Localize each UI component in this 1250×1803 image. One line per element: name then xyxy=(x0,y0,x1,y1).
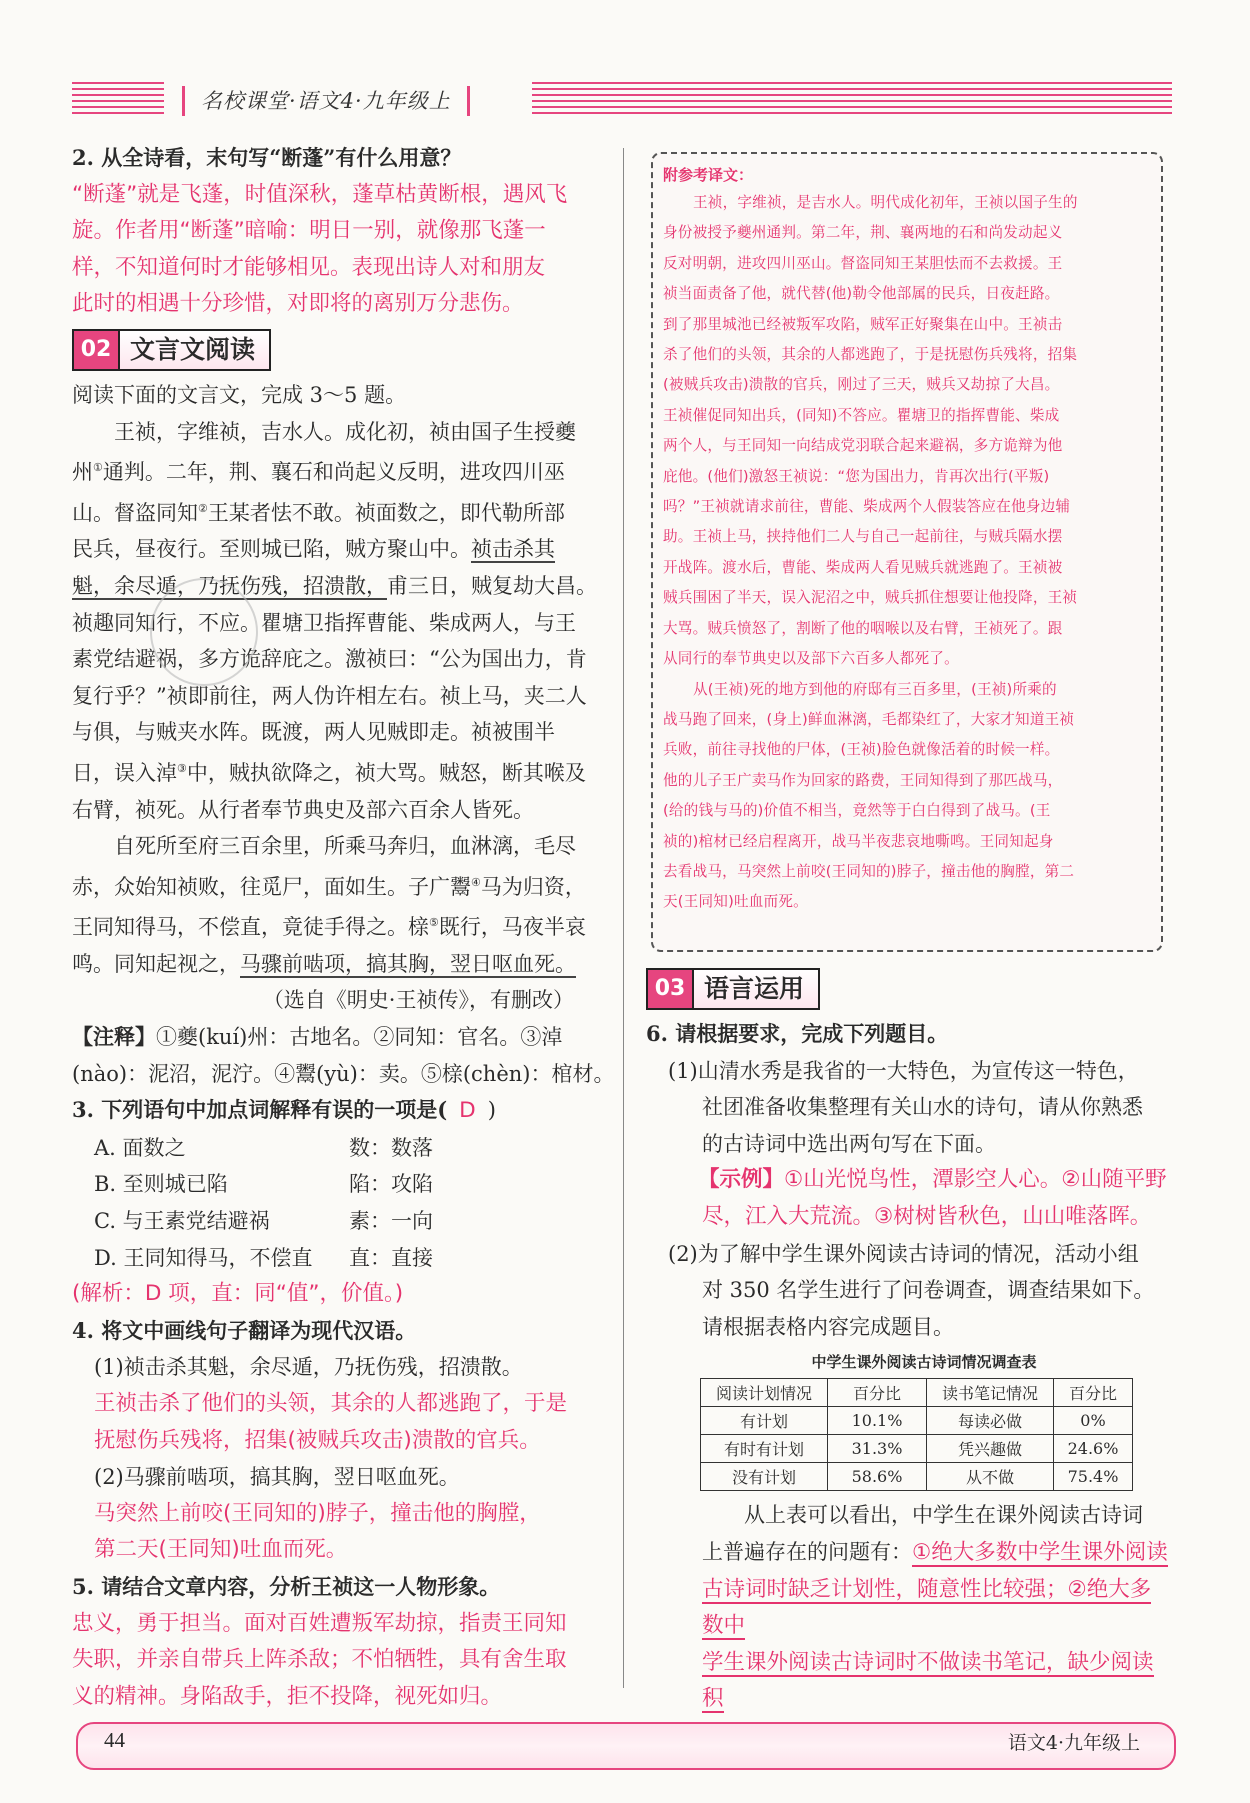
reference-line: 他的儿子王广卖马作为回家的路费，王同知得到了那匹战马， xyxy=(663,771,1063,789)
reference-line: (给的钱与马的)价值不相当，竟然等于白白得到了战马。(王 xyxy=(663,802,1051,820)
q2-answer-line: 样，不知道何时才能够相见。表现出诗人对和朋友 xyxy=(72,254,546,280)
reference-line: 两个人，与王同知一向结成党羽联合起来避祸，多方诡辩为他 xyxy=(663,437,1063,455)
q6-part1-answer: 【示例】①山光悦鸟性，潭影空人心。②山随平野 xyxy=(698,1167,1167,1193)
left-column xyxy=(72,140,615,1715)
classical-passage xyxy=(72,414,604,1020)
q6-question: 6. 请根据要求，完成下列题目。 xyxy=(646,1021,949,1046)
reference-line: 兵败，前往寻找他的尸体，(王祯)脸色就像活着的时候一样。 xyxy=(663,741,1060,759)
reference-line: 贼兵围困了半天，误入泥沼之中，贼兵抓住想要让他投降，王祯 xyxy=(663,589,1078,607)
passage-line: 日，误入淖③中，贼执欲降之，祯大骂。贼怒，断其喉及 xyxy=(72,760,586,785)
section-title: 文言文阅读 xyxy=(120,329,271,371)
q2-answer-line: 旋。作者用“断蓬”暗喻：明日一别，就像那飞蓬一 xyxy=(72,218,546,244)
passage-line: 赤，众始知祯败，往觅尸，面如生。子广鬻④马为归资， xyxy=(72,874,586,899)
q2-answer-line: “断蓬”就是飞蓬，时值深秋，蓬草枯黄断根，遇风飞 xyxy=(72,181,568,207)
table-header-row xyxy=(701,1379,1133,1407)
q6-part2-text: 从上表可以看出，中学生在课外阅读古诗词 xyxy=(744,1503,1143,1528)
survey-table xyxy=(700,1378,1133,1491)
reference-line: 王祯催促同知出兵，(同知)不答应。瞿塘卫的指挥曹能、柴成 xyxy=(663,406,1060,424)
table-cell: 有计划 xyxy=(701,1407,828,1435)
q6-part2: 请根据表格内容完成题目。 xyxy=(702,1314,954,1339)
table-cell: 有时有计划 xyxy=(701,1435,828,1463)
table-cell: 每读必做 xyxy=(927,1407,1054,1435)
reference-line: 大骂。贼兵愤怒了，割断了他的咽喉以及右臂，王祯死了。跟 xyxy=(663,619,1063,637)
table-cell: 75.4% xyxy=(1054,1463,1133,1491)
q6-part1-answer: 尽，江入大荒流。③树树皆秋色，山山唯落晖。 xyxy=(702,1203,1152,1229)
underlined-sentence-1: 魁，余尽遁，乃抚伤残，招溃散， xyxy=(72,573,387,598)
reference-line: 吗？”王祯就请求前往，曹能、柴成两个人假装答应在他身边辅 xyxy=(663,498,1071,516)
table-row xyxy=(701,1463,1133,1491)
q6-part2-text: 上普遍存在的问题有：①绝大多数中学生课外阅读 xyxy=(702,1539,1168,1565)
reference-line: 从同行的奉节典史以及部下六百多人都死了。 xyxy=(663,650,959,668)
reference-translation-box xyxy=(651,152,1163,952)
table-cell: 没有计划 xyxy=(701,1463,828,1491)
q6-part1: 社团准备收集整理有关山水的诗句，请从你熟悉 xyxy=(702,1095,1143,1120)
right-column-lower xyxy=(646,968,1172,1755)
passage-line: 王同知得马，不偿直，竟徒手得之。榇⑤既行，马夜半哀 xyxy=(72,915,586,940)
section-number: 03 xyxy=(646,968,694,1010)
passage-line: 山。督盗同知②王某者怯不敢。祯面数之，即代勒所部 xyxy=(72,500,565,525)
q6-part2-answer: 学生课外阅读古诗词时不做读书笔记，缺少阅读积 xyxy=(702,1649,1154,1712)
passage-line: 右臂，祯死。从行者奉节典史及部六百余人皆死。 xyxy=(72,797,534,822)
q5-question: 5. 请结合文章内容，分析王祯这一人物形象。 xyxy=(72,1573,501,1599)
q6-part1: (1)山清水秀是我省的一大特色，为宣传这一特色， xyxy=(668,1058,1139,1083)
reference-line: 王祯，字维祯，是吉水人。明代成化初年，王祯以国子生的 xyxy=(693,194,1078,211)
q4-sentence-2: (2)马骤前啮项，搞其胸，翌日呕血死。 xyxy=(94,1465,460,1490)
header-decor-right xyxy=(532,82,1172,116)
underlined-sentence-1: 祯击杀其 xyxy=(471,537,555,562)
column-divider xyxy=(623,148,624,1688)
q3-option: B. 至则城已陷 陷：攻陷 xyxy=(94,1172,433,1197)
q3-question: 3. 下列语句中加点词解释有误的一项是( D ) xyxy=(72,1097,496,1124)
table-cell: 0% xyxy=(1054,1407,1133,1435)
header-decor-left xyxy=(72,82,164,116)
reference-line: (被贼兵攻击)溃散的官兵，刚过了三天，贼兵又劫掠了大昌。 xyxy=(663,376,1060,394)
q5-answer-line: 忠义，勇于担当。面对百姓遭叛军劫掠，指责王同知 xyxy=(72,1610,567,1636)
q4-answer-1: 王祯击杀了他们的头领，其余的人都逃跑了，于是 xyxy=(94,1391,568,1416)
passage-line: 王祯，字维祯，吉水人。成化初，祯由国子生授夔 xyxy=(114,419,576,444)
passage-source: （选自《明史·王祯传》，有删改） xyxy=(262,988,574,1013)
section-heading-02 xyxy=(72,329,604,371)
table-header-cell: 读书笔记情况 xyxy=(927,1379,1054,1407)
footer-title: 语文4·九年级上 xyxy=(1007,1732,1140,1754)
reference-line: 祯的)棺材已经启程离开，战马半夜悲哀地嘶鸣。王同知起身 xyxy=(663,832,1054,850)
survey-table-title: 中学生课外阅读古诗词情况调查表 xyxy=(811,1353,1037,1372)
reference-line: 天(王同知)吐血而死。 xyxy=(663,893,808,911)
reference-line: 到了那里城池已经被叛军攻陷，贼军正好聚集在山中。王祯击 xyxy=(663,315,1063,333)
q4-answer-1: 抚慰伤兵残将，招集(被贼兵攻击)溃散的官兵。 xyxy=(94,1427,541,1453)
table-header-cell: 阅读计划情况 xyxy=(701,1379,828,1407)
reference-line: 杀了他们的头领，其余的人都逃跑了，于是抚慰伤兵残将，招集 xyxy=(663,346,1078,364)
passage-line: 民兵，昼夜行。至则城已陷，贼方聚山中。祯击杀其 xyxy=(72,537,555,562)
watermark-stamp xyxy=(150,578,258,686)
passage-line: 鸣。同知起视之，马骤前啮项，搞其胸，翌日呕血死。 xyxy=(72,951,576,976)
notes: 【注释】①夔(kuí)州：古地名。②同知：官名。③淖 xyxy=(72,1024,563,1050)
reference-line: 从(王祯)死的地方到他的府邸有三百多里，(王祯)所乘的 xyxy=(693,680,1057,698)
table-row xyxy=(701,1435,1133,1463)
reference-line: 开战阵。渡水后，曹能、柴成两人看见贼兵就逃跑了。王祯被 xyxy=(663,558,1063,576)
table-cell: 10.1% xyxy=(828,1407,927,1435)
reference-line: 庇他。(他们)激怒王祯说：“您为国出力，肯再次出行(平叛) xyxy=(663,467,1050,485)
reference-line: 祯当面责备了他，就代替(他)勒令他部属的民兵，日夜赶路。 xyxy=(663,285,1060,303)
q6-part2: 对 350 名学生进行了问卷调查，调查结果如下。 xyxy=(702,1278,1155,1303)
section-heading-03 xyxy=(646,968,1172,1010)
table-cell: 24.6% xyxy=(1054,1435,1133,1463)
q3-analysis: (解析：D 项，直：同“值”，价值。) xyxy=(72,1281,404,1307)
section-number: 02 xyxy=(72,329,120,371)
q5-answer-line: 义的精神。身陷敌手，拒不投降，视死如归。 xyxy=(72,1683,503,1709)
reference-line: 助。王祯上马，挟持他们二人与自己一起前往，与贼兵隔水摆 xyxy=(663,528,1063,546)
table-cell: 31.3% xyxy=(828,1435,927,1463)
q6-part2-answer: 古诗词时缺乏计划性，随意性比较强；②绝大多数中 xyxy=(702,1576,1152,1639)
passage-line: 州①通判。二年，荆、襄石和尚起义反明，进攻四川巫 xyxy=(72,460,565,485)
section-title: 语言运用 xyxy=(694,968,820,1010)
reference-line: 战马跑了回来，(身上)鲜血淋漓，毛都染红了，大家才知道王祯 xyxy=(663,710,1075,728)
passage-line: 素党结避祸，多方诡辞庇之。激祯曰：“公为国出力，肯 xyxy=(72,647,587,672)
table-cell: 58.6% xyxy=(828,1463,927,1491)
passage-line: 自死所至府三百余里，所乘马奔归，血淋漓，毛尽 xyxy=(114,834,576,859)
page-number: 44 xyxy=(104,1728,125,1752)
q3-option: A. 面数之 数：数落 xyxy=(94,1135,433,1160)
table-cell: 凭兴趣做 xyxy=(927,1435,1054,1463)
q4-sentence-1: (1)祯击杀其魁，余尽遁，乃抚伤残，招溃散。 xyxy=(94,1355,523,1380)
passage-line: 魁，余尽遁，乃抚伤残，招溃散，甫三日，贼复劫大昌。 xyxy=(72,573,597,598)
reference-title: 附参考译文： xyxy=(663,166,754,184)
reference-line: 反对明朝，进攻四川巫山。督盗同知王某胆怯而不去救援。王 xyxy=(663,254,1063,272)
reading-intro: 阅读下面的文言文，完成 3～5 题。 xyxy=(72,382,407,407)
q6-part2-answer: ①绝大多数中学生课外阅读 xyxy=(912,1539,1168,1565)
passage-line: 复行乎？”祯即前往，两人伪许相左右。祯上马，夹二人 xyxy=(72,683,587,708)
q5-answer-line: 失职，并亲自带兵上阵杀敌；不怕牺牲，具有舍生取 xyxy=(72,1647,567,1673)
q4-question: 4. 将文中画线句子翻译为现代汉语。 xyxy=(72,1317,417,1343)
page-header-title: 名校课堂·语文4·九年级上 xyxy=(182,86,470,116)
q4-answer-2: 第二天(王同知)吐血而死。 xyxy=(94,1537,348,1563)
passage-line: 祯趣同知行，不应。瞿塘卫指挥曹能、柴成两人，与王 xyxy=(72,610,576,635)
q3-option: C. 与王素党结避祸 素：一向 xyxy=(94,1209,433,1234)
q2-question: 2. 从全诗看，末句写“断蓬”有什么用意？ xyxy=(72,145,462,170)
reference-line: 去看战马，马突然上前咬(王同知的)脖子，撞击他的胸膛，第二 xyxy=(663,862,1075,880)
table-row xyxy=(701,1407,1133,1435)
table-header-cell: 百分比 xyxy=(828,1379,927,1407)
q4-answer-2: 马突然上前咬(王同知的)脖子，撞击他的胸膛， xyxy=(94,1500,541,1526)
q6-part2: (2)为了解中学生课外阅读古诗词的情况，活动小组 xyxy=(668,1241,1139,1266)
q3-answer: D xyxy=(459,1098,476,1124)
table-header-cell: 百分比 xyxy=(1054,1379,1133,1407)
reference-line: 身份被授予夔州通判。第二年，荆、襄两地的石和尚发动起义 xyxy=(663,224,1063,242)
passage-line: 与俱，与贼夹水阵。既渡，两人见贼即走。祯被围半 xyxy=(72,720,555,745)
underlined-sentence-2: 马骤前啮项，搞其胸，翌日呕血死。 xyxy=(240,951,576,976)
table-cell: 从不做 xyxy=(927,1463,1054,1491)
q2-answer-line: 此时的相遇十分珍惜，对即将的离别万分悲伤。 xyxy=(72,291,524,317)
notes: (nào)：泥沼，泥泞。④鬻(yù)：卖。⑤榇(chèn)：棺材。 xyxy=(72,1061,615,1086)
q6-part1: 的古诗词中选出两句写在下面。 xyxy=(702,1131,996,1156)
q3-option: D. 王同知得马，不偿直 直：直接 xyxy=(94,1245,433,1270)
